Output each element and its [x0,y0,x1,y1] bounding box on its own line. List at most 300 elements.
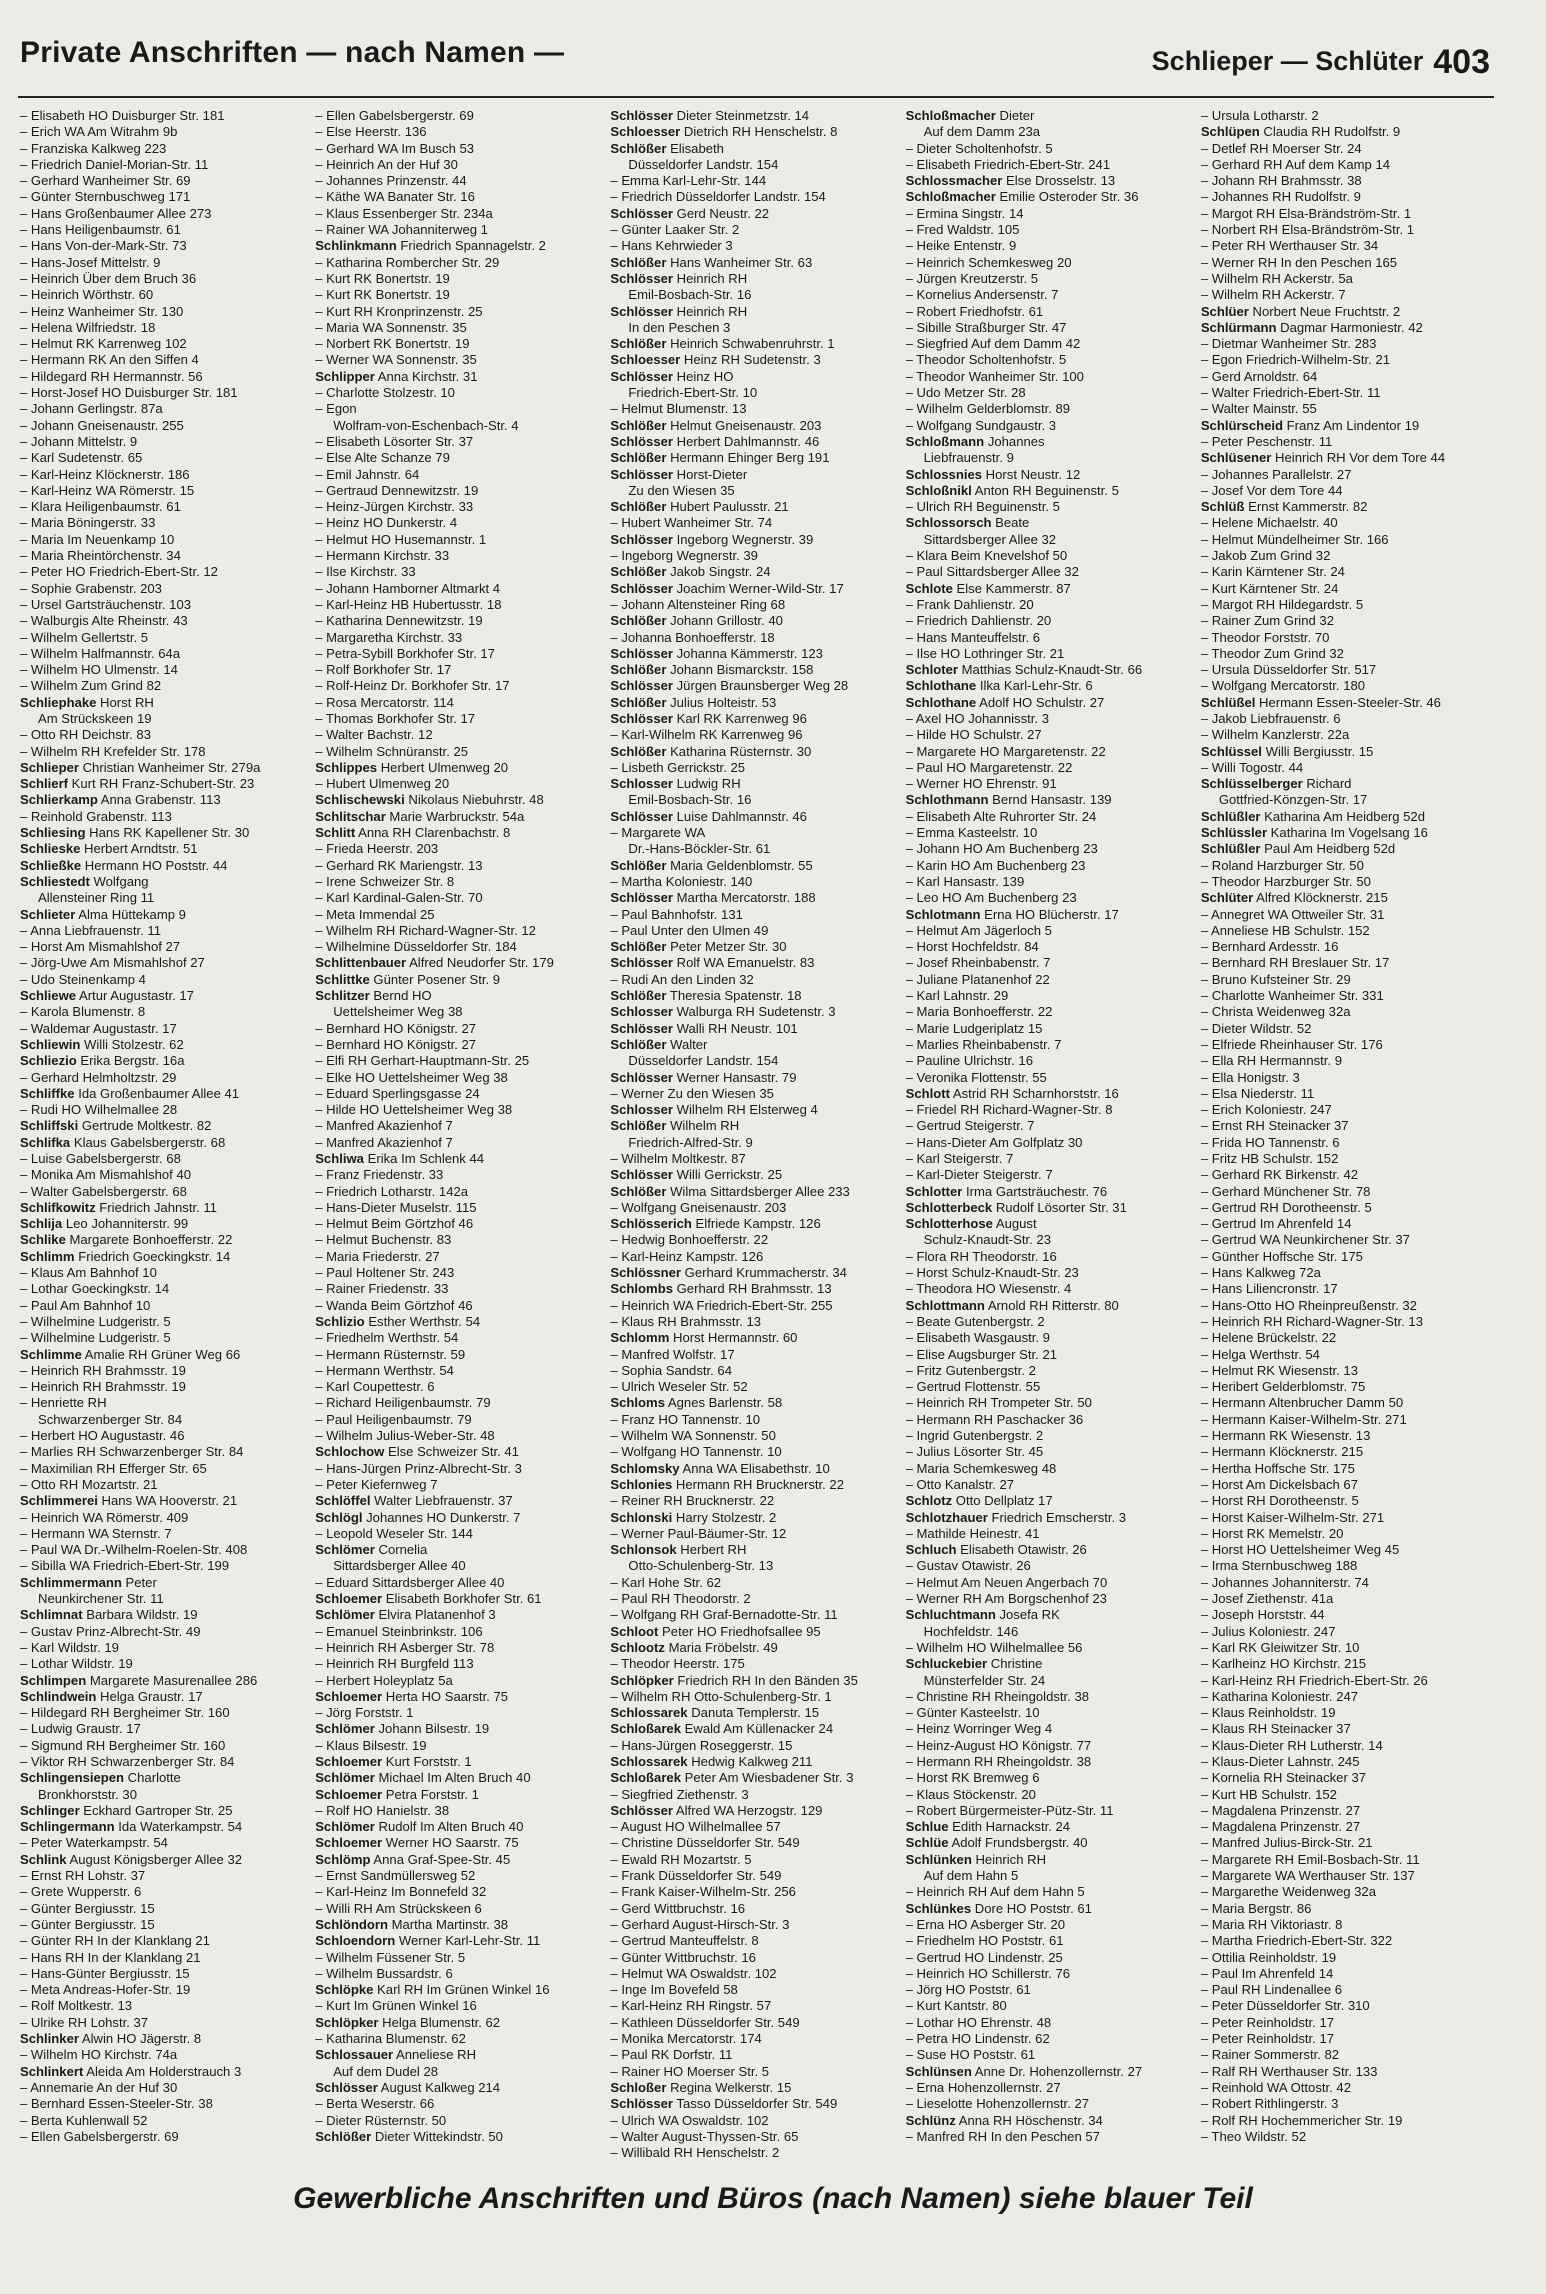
surname: Schlüssler [1200,825,1268,841]
directory-entry: – Franziska Kalkweg 223 [20,140,167,156]
directory-entry: Schlösser Joachim Werner-Wild-Str. 17 [610,580,844,596]
directory-entry: – Pauline Ulrichstr. 16 [905,1053,1033,1069]
directory-entry: – Erich WA Am Witrahm 9b [20,124,178,140]
surname: Schlünsen [905,2063,972,2079]
directory-entry: Schlößer Wilhelm RH [610,1118,740,1134]
directory-entry: Schloßmann Johannes [905,433,1045,449]
directory-entry: Schluch Elisabeth Otawistr. 26 [905,1542,1087,1558]
directory-entry: Schlösser Johanna Kämmerstr. 123 [610,645,823,661]
surname: Schlottmann [905,1297,985,1313]
directory-entry: Schlingermann Ida Waterkampstr. 54 [20,1819,243,1835]
directory-entry: – Bruno Kufsteiner Str. 29 [1200,971,1351,987]
directory-entry: Schlizio Esther Werthstr. 54 [315,1313,481,1329]
directory-entry: Schloßnikl Anton RH Beguinenstr. 5 [905,482,1119,498]
directory-entry: – Kurt HB Schulstr. 152 [1200,1786,1337,1802]
directory-entry: Schlotmann Erna HO Blücherstr. 17 [905,906,1119,922]
directory-entry: Schlinger Eckhard Gartroper Str. 25 [20,1802,233,1818]
directory-entry: – Fritz Gutenbergstr. 2 [905,1362,1036,1378]
directory-entry: – Sigmund RH Bergheimer Str. 160 [20,1737,226,1753]
directory-entry: – Klara Beim Knevelshof 50 [905,548,1068,564]
directory-entry: – Walter Gabelsbergerstr. 68 [20,1183,187,1199]
name-range-heading [1152,40,1490,79]
directory-entry: Schlimme Amalie RH Grüner Weg 66 [20,1346,241,1362]
directory-entry: – Wilhelm RH Krefelder Str. 178 [20,743,206,759]
directory-entry: Schlieter Alma Hüttekamp 9 [20,906,186,922]
directory-entry: Schloemer Petra Forststr. 1 [315,1786,479,1802]
directory-entry: Auf dem Damm 23a [923,124,1041,140]
page-number: 403 [1433,43,1490,81]
directory-entry: – Jörg Forststr. 1 [315,1705,414,1721]
directory-entry: – Maria Friederstr. 27 [315,1248,440,1264]
directory-entry: – Klaus RH Brahmsstr. 13 [610,1313,762,1329]
directory-entry: Schlösser Heinrich RH [610,270,748,286]
directory-entry: – Horst Kaiser-Wilhelm-Str. 271 [1200,1509,1385,1525]
directory-entry: – Karl Steigerstr. 7 [905,1151,1014,1166]
directory-entry: – Kurt Im Grünen Winkel 16 [315,1998,477,2014]
directory-entry: – Rolf Borkhofer Str. 17 [315,662,452,678]
directory-entry: In den Peschen 3 [628,319,731,335]
directory-entry: – Friedhelm HO Poststr. 61 [905,1933,1064,1949]
directory-entry: – Ellen Gabelsbergerstr. 69 [20,2128,179,2144]
directory-entry: – Siegfried Ziethenstr. 3 [610,1786,749,1802]
directory-entry: – Karl-Heinz HB Hubertusstr. 18 [315,596,502,612]
directory-column-5 [1199,108,1494,2158]
directory-entry: – Heinrich RH Burgfeld 113 [315,1656,474,1672]
directory-entry: – Heinz HO Dunkerstr. 4 [315,515,458,531]
directory-entry: – Wilhelmine Ludgeristr. 5 [20,1330,171,1346]
directory-entry: – Josef Vor dem Tore 44 [1200,482,1343,498]
directory-entry: – Paul WA Dr.-Wilhelm-Roelen-Str. 408 [20,1542,248,1558]
surname: Schlößer [610,254,667,270]
directory-entry: – Helmut RK Karrenweg 102 [20,336,187,352]
surname: Schlösser [610,1069,673,1085]
directory-entry: – Peter Reinholdstr. 17 [1200,2031,1335,2047]
directory-entry: – Udo Steinenkamp 4 [20,971,146,987]
surname: Schloemer [315,1835,383,1851]
directory-entry: – Elfi RH Gerhart-Hauptmann-Str. 25 [315,1053,530,1069]
directory-entry: Schlößer Theresia Spatenstr. 18 [610,988,802,1004]
directory-entry: Schlija Leo Johanniterstr. 99 [20,1216,189,1232]
directory-entry: – Werner WA Sonnenstr. 35 [315,352,477,368]
directory-entry: – Charlotte Stolzestr. 10 [315,385,455,401]
surname: Schlossorsch [905,515,992,531]
directory-entry: – Hans-Günter Bergiusstr. 15 [20,1965,190,1981]
surname: Schloßarek [610,1721,681,1737]
directory-entry: – Johannes Parallelstr. 27 [1200,466,1352,482]
directory-entry: Schlossmacher Else Drosselstr. 13 [905,173,1116,189]
directory-entry: Schulz-Knaudt-Str. 23 [923,1232,1051,1248]
directory-entry: Schloemer Elisabeth Borkhofer Str. 61 [315,1591,542,1607]
page-header [20,36,1490,84]
directory-entry: – Heike Entenstr. 9 [905,238,1017,254]
directory-entry: Schlösser Werner Hansastr. 79 [610,1069,797,1085]
directory-entry: – Ella RH Hermannstr. 9 [1200,1053,1342,1069]
surname: Schlöpker [610,1672,674,1688]
directory-entry: – Margarete RH Emil-Bosbach-Str. 11 [1200,1851,1420,1867]
directory-entry: – Monika Mercatorstr. 174 [610,2031,762,2047]
directory-entry: Schlochow Else Schweizer Str. 41 [315,1444,519,1460]
directory-entry: – Hans Kalkweg 72a [1200,1265,1321,1281]
directory-entry: – Günther Hoffsche Str. 175 [1200,1248,1363,1264]
directory-entry: – Karlheinz HO Kirchstr. 215 [1200,1656,1367,1672]
directory-entry: – Erna Hohenzollernstr. 27 [905,2079,1061,2095]
directory-entry: Schloemer Herta HO Saarstr. 75 [315,1688,509,1704]
directory-entry: – Christa Weidenweg 32a [1200,1004,1351,1020]
directory-entry: – Bernhard RH Breslauer Str. 17 [1200,955,1390,971]
directory-entry: Schlößer Walter [610,1036,708,1052]
directory-entry: – Friedrich Daniel-Morian-Str. 11 [20,156,209,172]
directory-entry: – Wilhelmine Ludgeristr. 5 [20,1313,171,1329]
directory-entry: Schlischewski Nikolaus Niebuhrstr. 48 [315,792,544,808]
directory-entry: – Hildegard RH Hermannstr. 56 [20,368,203,384]
surname: Schlösser [610,531,673,547]
directory-entry: – Katharina Rombercher Str. 29 [315,254,500,270]
surname: Schlöndorn [315,1916,388,1932]
directory-entry: – Karola Blumenstr. 8 [20,1004,146,1020]
directory-entry: Schliestedt Wolfgang [20,873,149,889]
directory-entry: – Veronika Flottenstr. 55 [905,1069,1047,1085]
directory-entry: – Günter Wittbruchstr. 16 [610,1949,756,1965]
directory-entry: – Heinrich RH Brahmsstr. 19 [20,1362,186,1378]
directory-entry: – Ulrich WA Oswaldstr. 102 [610,2112,769,2128]
surname: Schlömer [315,1819,375,1835]
directory-entry: – Rosa Mercatorstr. 114 [315,694,454,710]
footer-note: Gewerbliche Anschriften und Büros (nach Namen) siehe blauer Teil [293,2182,1253,2215]
surname: Schluchtmann [905,1607,996,1623]
directory-entry: Schlifka Klaus Gabelsbergerstr. 68 [20,1134,226,1150]
surname: Schlote [905,580,953,596]
surname: Schlootz [610,1639,665,1655]
surname: Schliffke [20,1085,75,1101]
directory-entry: – Maria WA Sonnenstr. 35 [315,319,467,335]
directory-entry: – Johann Gneisenaustr. 255 [20,417,184,433]
directory-entry: – Waldemar Augustastr. 17 [20,1020,177,1036]
directory-entry: – Helmut Am Neuen Angerbach 70 [905,1574,1108,1590]
directory-entry: Schlotter Irma Gartsträuchestr. 76 [905,1183,1108,1199]
directory-entry: – Sibilla WA Friedrich-Ebert-Str. 199 [20,1558,230,1574]
directory-entry: – Herbert HO Augustastr. 46 [20,1428,185,1444]
directory-entry: – Elisabeth HO Duisburger Str. 181 [20,108,225,123]
directory-entry: – Bernhard Essen-Steeler-Str. 38 [20,2096,213,2112]
surname: Schlünz [905,2112,956,2128]
directory-entry: – Theodor Harzburger Str. 50 [1200,873,1371,889]
surname: Schloemer [315,1753,383,1769]
directory-entry: Schlifkowitz Friedrich Jahnstr. 11 [20,1199,217,1215]
directory-entry: – Gerd Arnoldstr. 64 [1200,368,1318,384]
directory-entry: Schliesing Hans RK Kapellener Str. 30 [20,825,250,841]
directory-entry: – Gertrud RH Dorotheenstr. 5 [1200,1199,1372,1215]
directory-entry: Schlinkert Aleida Am Holderstrauch 3 [20,2063,242,2079]
directory-entry: – Rolf-Heinz Dr. Borkhofer Str. 17 [315,678,510,694]
directory-entry: – Gerhard RH Auf dem Kamp 14 [1200,156,1391,172]
directory-entry: Schliephake Horst RH [20,694,154,710]
surname: Schliesing [20,825,86,841]
surname: Schlöpker [315,2014,379,2030]
directory-entry: Schlößer Hubert Paulusstr. 21 [610,499,789,515]
directory-entry: – Klaus Stöckenstr. 20 [905,1786,1036,1802]
directory-entry: – Peter Düsseldorfer Str. 310 [1200,1998,1370,2014]
surname: Schlotmann [905,906,981,922]
directory-entry: – Robert Rithlingerstr. 3 [1200,2096,1339,2112]
directory-entry: – Hans-Otto HO Rheinpreußenstr. 32 [1200,1297,1417,1313]
directory-entry: – Margarete HO Margaretenstr. 22 [905,743,1106,759]
directory-entry: – Wolfgang HO Tannenstr. 10 [610,1444,782,1460]
directory-entry: Sittardsberger Allee 40 [333,1558,466,1574]
directory-entry: – Lisbeth Gerrickstr. 25 [610,759,746,775]
directory-entry: Am Strückskeen 19 [38,710,152,726]
directory-entry: – Roland Harzburger Str. 50 [1200,857,1364,873]
surname: Schlößer [610,336,667,352]
header-rule [18,96,1494,98]
directory-entry: – Heinrich Schemkesweg 20 [905,254,1072,270]
directory-entry: – Rainer Friedenstr. 33 [315,1281,449,1297]
directory-entry: Schlösser Walli RH Neustr. 101 [610,1020,798,1036]
directory-entry: – Rudi An den Linden 32 [610,971,754,987]
directory-entry: Schlößer Heinrich Schwabenruhrstr. 1 [610,336,835,352]
directory-entry: – Wilhelmine Düsseldorfer Str. 184 [315,939,517,955]
directory-entry: – Hans-Josef Mittelstr. 9 [20,254,161,270]
directory-entry: – Ralf RH Werthauser Str. 133 [1200,2063,1378,2079]
directory-entry: – Johann RH Brahmsstr. 38 [1200,173,1362,189]
directory-entry: – Gertrud Manteuffelstr. 8 [610,1933,759,1949]
directory-entry: Schliffke Ida Großenbaumer Allee 41 [20,1085,240,1101]
directory-entry: – Margarete WA Werthauser Str. 137 [1200,1868,1415,1884]
directory-entry: – Ernst RH Steinacker 37 [1200,1118,1349,1134]
directory-entry: – Hans Von-der-Mark-Str. 73 [20,238,187,254]
directory-entry: – Gerd Wittbruchstr. 16 [610,1900,746,1916]
directory-entry: Schlüpen Claudia RH Rudolfstr. 9 [1200,124,1401,140]
directory-entry: Schloemer Werner HO Saarstr. 75 [315,1835,519,1851]
directory-entry: – Hans Großenbaumer Allee 273 [20,205,212,221]
directory-entry: – Peter Waterkampstr. 54 [20,1835,168,1851]
directory-entry: – Werner RH In den Peschen 165 [1200,254,1398,270]
directory-entry: Schlösser Martha Mercatorstr. 188 [610,890,816,906]
directory-entry: – Maria Schemkesweg 48 [905,1460,1057,1476]
directory-entry: – Bernhard HO Königstr. 27 [315,1020,477,1036]
directory-entry: Schlimnat Barbara Wildstr. 19 [20,1607,198,1623]
directory-entry: – Erna HO Asberger Str. 20 [905,1916,1065,1932]
directory-entry: – Werner Zu den Wiesen 35 [610,1085,774,1101]
directory-entry: – Bernhard HO Königstr. 27 [315,1036,477,1052]
directory-entry: – Rainer WA Johanniterweg 1 [315,222,488,238]
surname: Schlotz [905,1493,953,1509]
directory-entry: – Julius Lösorter Str. 45 [905,1444,1044,1460]
directory-entry: – Friedel RH Richard-Wagner-Str. 8 [905,1102,1113,1118]
directory-entry: – Günter Bergiusstr. 15 [20,1900,155,1916]
directory-entry: – Flora RH Theodorstr. 16 [905,1248,1057,1264]
directory-entry: – Leopold Weseler Str. 144 [315,1525,473,1541]
directory-entry: Schlünsen Anne Dr. Hohenzollernstr. 27 [905,2063,1143,2079]
directory-entry: – Elisabeth Wasgaustr. 9 [905,1330,1050,1346]
directory-entry: – Wilhelm HO Ulmenstr. 14 [20,662,178,678]
surname: Schlüßel [1200,694,1256,710]
directory-entry: Schlimmerei Hans WA Hooverstr. 21 [20,1493,238,1509]
directory-entry: – Wanda Beim Görtzhof 46 [315,1297,473,1313]
directory-entry: – Heinrich WA Römerstr. 409 [20,1509,189,1525]
surname: Schlieter [20,906,76,922]
directory-entry: Schlike Margarete Bonhoefferstr. 22 [20,1232,233,1248]
directory-entry: – Kurt RK Bonertstr. 19 [315,270,450,286]
directory-entry: – Suse HO Poststr. 61 [905,2047,1036,2063]
directory-entry: Schlöffel Walter Liebfrauenstr. 37 [315,1493,513,1509]
directory-entry: Schlosser Wilhelm RH Elsterweg 4 [610,1102,818,1118]
directory-entry: – Heinrich RH Brahmsstr. 19 [20,1379,186,1395]
directory-entry: – Ella Honigstr. 3 [1200,1069,1300,1085]
directory-entry: – Walter Bachstr. 12 [315,727,433,743]
directory-entry: – Emma Karl-Lehr-Str. 144 [610,173,767,189]
directory-entry: Schlüß Ernst Kammerstr. 82 [1200,499,1368,515]
directory-entry: Schlottmann Arnold RH Ritterstr. 80 [905,1297,1119,1313]
directory-entry: – Eduard Sittardsberger Allee 40 [315,1574,505,1590]
directory-entry: – Gertrud Steigerstr. 7 [905,1118,1035,1134]
surname: Schlimme [20,1346,82,1362]
surname: Schlossnies [905,466,983,482]
directory-entry: – Gertraud Dennewitzstr. 19 [315,482,479,498]
directory-entry: – Theodor Heerstr. 175 [610,1656,745,1672]
surname: Schlöpke [315,1982,374,1998]
directory-entry: Schlieper Christian Wanheimer Str. 279a [20,759,261,775]
directory-entry: – Paul Bahnhofstr. 131 [610,906,743,922]
directory-entry: – Willibald RH Henschelstr. 2 [610,2145,780,2158]
directory-entry: – Martha Friedrich-Ebert-Str. 322 [1200,1933,1393,1949]
directory-entry: – Anna Liebfrauenstr. 11 [20,922,161,938]
surname: Schluckebier [905,1656,988,1672]
directory-entry: Schlitzer Bernd HO [315,988,432,1004]
directory-entry: – Karl Kardinal-Galen-Str. 70 [315,890,483,906]
surname: Schlipper [315,368,375,384]
directory-entry: – Rolf RH Hochemmericher Str. 19 [1200,2112,1403,2128]
surname: Schloßarek [610,1770,681,1786]
directory-entry: – Elfriede Rheinhauser Str. 176 [1200,1036,1383,1052]
directory-entry: Schliewe Artur Augustastr. 17 [20,988,194,1004]
directory-entry: – Helmut RK Wiesenstr. 13 [1200,1362,1358,1378]
directory-entry: – Manfred RH In den Peschen 57 [905,2128,1100,2144]
directory-entry: Schloßmacher Emilie Osteroder Str. 36 [905,189,1139,205]
directory-entry: Schlößer Wilma Sittardsberger Allee 233 [610,1183,850,1199]
directory-entry: Schlößer Johann Bismarckstr. 158 [610,662,814,678]
directory-entry: – Anneliese HB Schulstr. 152 [1200,922,1370,938]
directory-entry: – Hedwig Bonhoefferstr. 22 [610,1232,769,1248]
directory-entry: Schlotz Otto Dellplatz 17 [905,1493,1053,1509]
directory-entry: – Karl-Heinz WA Römerstr. 15 [20,482,195,498]
directory-entry: – Axel HO Johannisstr. 3 [905,710,1049,726]
directory-entry: – Klaus Essenberger Str. 234a [315,205,493,221]
directory-entry: Schloßarek Peter Am Wiesbadener Str. 3 [610,1770,854,1786]
surname: Schlifka [20,1134,71,1150]
directory-entry: Wolfram-von-Eschenbach-Str. 4 [333,417,519,433]
directory-entry: – Robert Friedhofstr. 61 [905,303,1044,319]
directory-entry: – Wilhelm RH Ackerstr. 7 [1200,287,1346,303]
directory-entry: Schlösser Heinrich RH [610,303,748,319]
directory-entry: – Horst RK Memelstr. 20 [1200,1525,1344,1541]
directory-entry: Schlüsener Heinrich RH Vor dem Tore 44 [1200,450,1446,466]
directory-entry: – Werner HO Ehrenstr. 91 [905,776,1057,792]
directory-entry: – Peter Peschenstr. 11 [1200,433,1333,449]
directory-entry: – Henriette RH [20,1395,107,1411]
directory-entry: – Horst Am Mismahlshof 27 [20,939,181,955]
directory-entry: – Hubert Ulmenweg 20 [315,776,450,792]
surname: Schlösser [610,580,673,596]
directory-entry: – Karl-Heinz RH Ringstr. 57 [610,1998,772,2014]
surname: Schlößer [610,499,667,515]
directory-entry: – Walter August-Thyssen-Str. 65 [610,2128,799,2144]
surname: Schlößer [610,939,667,955]
surname: Schluch [905,1542,957,1558]
directory-entry: – Gerhard WA Im Busch 53 [315,140,475,156]
directory-entry: – Karl-Heinz RH Friedrich-Ebert-Str. 26 [1200,1672,1428,1688]
directory-entry: – Paul HO Margaretenstr. 22 [905,759,1073,775]
directory-entry: Schloendorn Werner Karl-Lehr-Str. 11 [315,1933,541,1949]
directory-entry: – Rainer Sommerstr. 82 [1200,2047,1340,2063]
directory-entry: Schlonski Harry Stolzestr. 2 [610,1509,777,1525]
directory-entry: – Paul Im Ahrenfeld 14 [1200,1965,1334,1981]
directory-entry: Schliffski Gertrude Moltkestr. 82 [20,1118,212,1134]
directory-entry: – Kornelius Andersenstr. 7 [905,287,1059,303]
directory-entry: – Karl Hohe Str. 62 [610,1574,722,1590]
directory-entry: – Wilhelm HO Wilhelmallee 56 [905,1639,1083,1655]
directory-entry: – Heinrich Über dem Bruch 36 [20,270,197,286]
directory-entry: Schlösser Jürgen Braunsberger Weg 28 [610,678,849,694]
directory-entry: – Klaus RH Steinacker 37 [1200,1721,1351,1737]
surname: Schlierf [20,776,69,792]
directory-entry: Schlossauer Anneliese RH [315,2047,477,2063]
directory-entry: – Johanna Bonhoefferstr. 18 [610,629,775,645]
directory-entry: Auf dem Dudel 28 [333,2063,439,2079]
surname: Schliwa [315,1151,364,1166]
directory-entry: Schlögl Johannes HO Dunkerstr. 7 [315,1509,521,1525]
surname: Schlimm [20,1248,75,1264]
directory-entry: – Dietmar Wanheimer Str. 283 [1200,336,1377,352]
directory-entry: – Reinhold WA Ottostr. 42 [1200,2079,1351,2095]
directory-entry: – Meta Immendal 25 [315,906,435,922]
directory-entry: – Helmut WA Oswaldstr. 102 [610,1965,777,1981]
directory-entry: – Willi Togostr. 44 [1200,759,1304,775]
directory-entry: Bronkhorststr. 30 [38,1786,137,1802]
directory-entry: – Ottilia Reinholdstr. 19 [1200,1949,1337,1965]
directory-entry: – Marie Ludgeriplatz 15 [905,1020,1043,1036]
directory-entry: – Ingeborg Wegnerstr. 39 [610,548,758,564]
directory-entry: – Theodora HO Wiesenstr. 4 [905,1281,1072,1297]
directory-entry: – Maria Im Neuenkamp 10 [20,531,175,547]
directory-entry: Schwarzenberger Str. 84 [38,1411,183,1427]
surname: Schlinger [20,1802,80,1818]
surname: Schliewin [20,1036,81,1052]
directory-entry: – Jörg-Uwe Am Mismahlshof 27 [20,955,205,971]
directory-entry: Schlotterbeck Rudolf Lösorter Str. 31 [905,1199,1127,1215]
directory-entry: – Wilhelm RH Ackerstr. 5a [1200,270,1353,286]
directory-entry: – Beate Gutenbergstr. 2 [905,1313,1045,1329]
directory-entry: Friedrich-Ebert-Str. 10 [628,385,758,401]
directory-entry: – Wilhelm Gellertstr. 5 [20,629,149,645]
surname: Schloßmacher [905,108,996,123]
directory-entry: – Klaus Am Bahnhof 10 [20,1265,157,1281]
directory-entry: – Karl Wildstr. 19 [20,1639,119,1655]
directory-entry: – Hermann RH Rheingoldstr. 38 [905,1753,1092,1769]
surname: Schlippes [315,759,378,775]
directory-entry: – Friedrich Düsseldorfer Landstr. 154 [610,189,826,205]
directory-entry: Friedrich-Alfred-Str. 9 [628,1134,753,1150]
directory-entry: Schlomm Horst Hermannstr. 60 [610,1330,798,1346]
directory-entry: – Hans Manteuffelstr. 6 [905,629,1041,645]
directory-entry: Schliwa Erika Im Schlenk 44 [315,1151,485,1166]
directory-entry: Emil-Bosbach-Str. 16 [628,792,752,808]
directory-entry: Schließke Hermann HO Poststr. 44 [20,857,228,873]
directory-entry: Schlosser Walburga RH Sudetenstr. 3 [610,1004,836,1020]
directory-entry: Schlüsselberger Richard [1200,776,1352,792]
directory-entry: – Ingrid Gutenbergstr. 2 [905,1428,1044,1444]
directory-entry: – Dieter Rüsternstr. 50 [315,2112,447,2128]
surname: Schlischewski [315,792,405,808]
